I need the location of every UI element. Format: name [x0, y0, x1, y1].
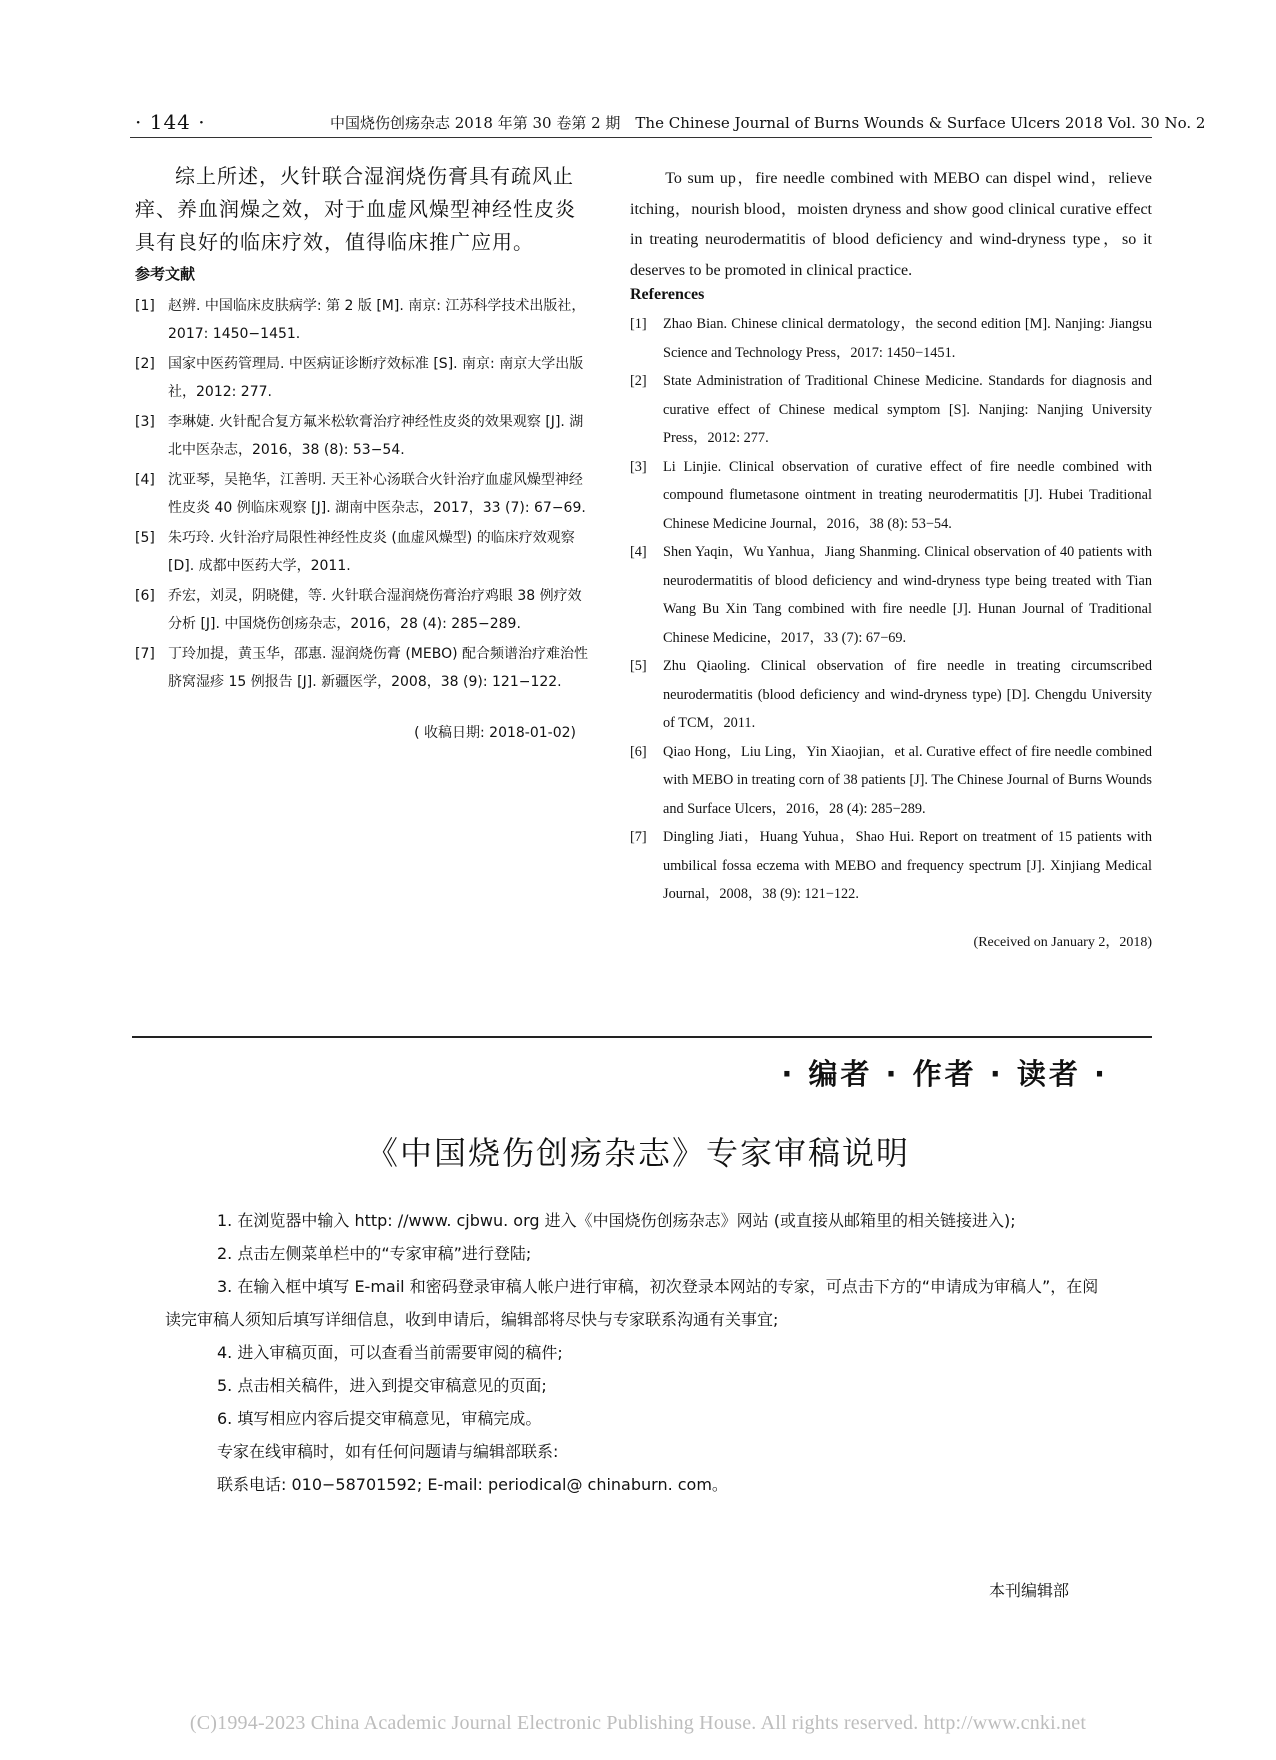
notice-step-4: 4. 进入审稿页面，可以查看当前需要审阅的稿件;: [217, 1343, 563, 1362]
conclusion-zh: 综上所述，火针联合湿润烧伤膏具有疏风止痒、养血润燥之效，对于血虚风燥型神经性皮炎具有良好的临床疗效，值得临床推广应用。: [135, 164, 576, 254]
reference-en-4: [4] Shen Yaqin，Wu Yanhua，Jiang Shanming. Clinical observation of 40 patients with neurodermatitis of blood deficiency and wind-dryness type being treated with Tian Wang Bu Xin Tang combined with fire needle [J]. Hunan Journal of Traditional Chinese Medicine，2017，33 (7): 67−69.: [630, 544, 1152, 646]
column-banner: · 编者 · 作者 · 读者 ·: [781, 1057, 1108, 1091]
received-date-zh: ( 收稿日期: 2018-01-02): [414, 725, 576, 741]
received-date-en: (Received on January 2，2018): [973, 934, 1152, 950]
references-heading-en: References: [630, 286, 705, 303]
page-number: · 144 ·: [135, 110, 206, 134]
notice-title: 《中国烧伤创疡杂志》专家审稿说明: [365, 1134, 910, 1172]
reference-zh-6: [6] 乔宏，刘灵，阴晓健，等. 火针联合湿润烧伤膏治疗鸡眼 38 例疗效分析 [J]. 中国烧伤创疡杂志，2016，28 (4): 285−289.: [135, 588, 582, 632]
references-heading-zh: 参考文献: [135, 265, 196, 283]
notice-step-3: 3. 在输入框中填写 E-mail 和密码登录审稿人帐户进行审稿，初次登录本网站的专家，可点击下方的“申请成为审稿人”，在阅读完审稿人须知后填写详细信息，收到申请后，编辑部将尽快与专家联系沟通有关事宜;: [165, 1277, 1099, 1329]
reference-en-6: [6] Qiao Hong，Liu Ling，Yin Xiaojian，et al. Curative effect of fire needle combined with MEBO in treating corn of 38 patients [J]. The Chinese Journal of Burns Wounds and Surface Ulcers，2016，28 (4): 285−289.: [630, 743, 1152, 817]
notice-step-2: 2. 点击左侧菜单栏中的“专家审稿”进行登陆;: [217, 1244, 532, 1263]
reference-en-5: [5] Zhu Qiaoling. Clinical observation of fire needle in treating circumscribed neurodermatitis (blood deficiency and wind-dryness type) [D]. Chengdu University of TCM，2011.: [630, 658, 1152, 731]
reference-zh-7: [7] 丁玲加提，黄玉华，邵惠. 湿润烧伤膏 (MEBO) 配合频谱治疗难治性脐窝湿疹 15 例报告 [J]. 新疆医学，2008，38 (9): 121−122.: [135, 646, 589, 690]
notice-body: [165, 1204, 1113, 1501]
reference-zh-1: [1] 赵辨. 中国临床皮肤病学: 第 2 版 [M]. 南京: 江苏科学技术出版社，2017: 1450−1451.: [135, 298, 586, 342]
notice-step-5: 5. 点击相关稿件，进入到提交审稿意见的页面;: [217, 1376, 547, 1395]
reference-en-2: [2] State Administration of Traditional Chinese Medicine. Standards for diagnosis and curative effect of Chinese medical symptom [S]. Nanjing: Nanjing University Press，2012: 277.: [630, 373, 1152, 446]
section-divider: [132, 1036, 1152, 1038]
notice-step-1: 1. 在浏览器中输入 http: //www. cjbwu. org 进入《中国烧伤创疡杂志》网站 (或直接从邮箱里的相关链接进入);: [217, 1211, 1016, 1230]
contact-info: 联系电话: 010−58701592; E-mail: periodical@ chinaburn. com。: [217, 1475, 728, 1494]
right-column: [630, 164, 1152, 951]
reference-zh-4: [4] 沈亚琴，吴艳华，江善明. 天王补心汤联合火针治疗血虚风燥型神经性皮炎 40 例临床观察 [J]. 湖南中医杂志，2017，33 (7): 67−69.: [135, 472, 586, 516]
left-column: [135, 160, 590, 742]
running-header: 中国烧伤创疡杂志 2018 年第 30 卷第 2 期 The Chinese Journal of Burns Wounds & Surface Ulcers 2018 Vol. 30 No. 2: [330, 114, 1206, 132]
notice-step-6: 6. 填写相应内容后提交审稿意见，审稿完成。: [217, 1409, 542, 1428]
reference-zh-5: [5] 朱巧玲. 火针治疗局限性神经性皮炎 (血虚风燥型) 的临床疗效观察 [D]. 成都中医药大学，2011.: [135, 530, 575, 574]
reference-zh-3: [3] 李琳婕. 火针配合复方氟米松软膏治疗神经性皮炎的效果观察 [J]. 湖北中医杂志，2016，38 (8): 53−54.: [135, 414, 584, 458]
contact-intro: 专家在线审稿时，如有任何问题请与编辑部联系:: [217, 1442, 559, 1461]
reference-en-1: [1] Zhao Bian. Chinese clinical dermatology，the second edition [M]. Nanjing: Jiangsu Science and Technology Press，2017: 1450−1451.: [630, 316, 1152, 361]
editorial-signature: 本刊编辑部: [988, 1581, 1069, 1600]
reference-en-3: [3] Li Linjie. Clinical observation of curative effect of fire needle combined with compound flumetasone ointment in treating neurodermatitis [J]. Hubei Traditional Chinese Medicine Journal，2016，38 (8): 53−54.: [630, 458, 1152, 532]
reference-zh-2: [2] 国家中医药管理局. 中医病证诊断疗效标准 [S]. 南京: 南京大学出版社，2012: 277.: [135, 356, 584, 400]
header-rule: [130, 137, 1152, 138]
reference-en-7: [7] Dingling Jiati，Huang Yuhua，Shao Hui. Report on treatment of 15 patients with umbilical fossa eczema with MEBO and frequency spectrum [J]. Xinjiang Medical Journal，2008，38 (9): 121−122.: [630, 829, 1152, 902]
conclusion-en: To sum up，fire needle combined with MEBO can dispel wind，relieve itching，nourish blood，moisten dryness and show good clinical curative effect in treating neurodermatitis of blood deficiency and wind-dryness type，so it deserves to be promoted in clinical practice.: [630, 170, 1152, 279]
copyright-watermark: (C)1994-2023 China Academic Journal Electronic Publishing House. All rights reserved. http://www.cnki.net: [189, 1712, 1087, 1734]
